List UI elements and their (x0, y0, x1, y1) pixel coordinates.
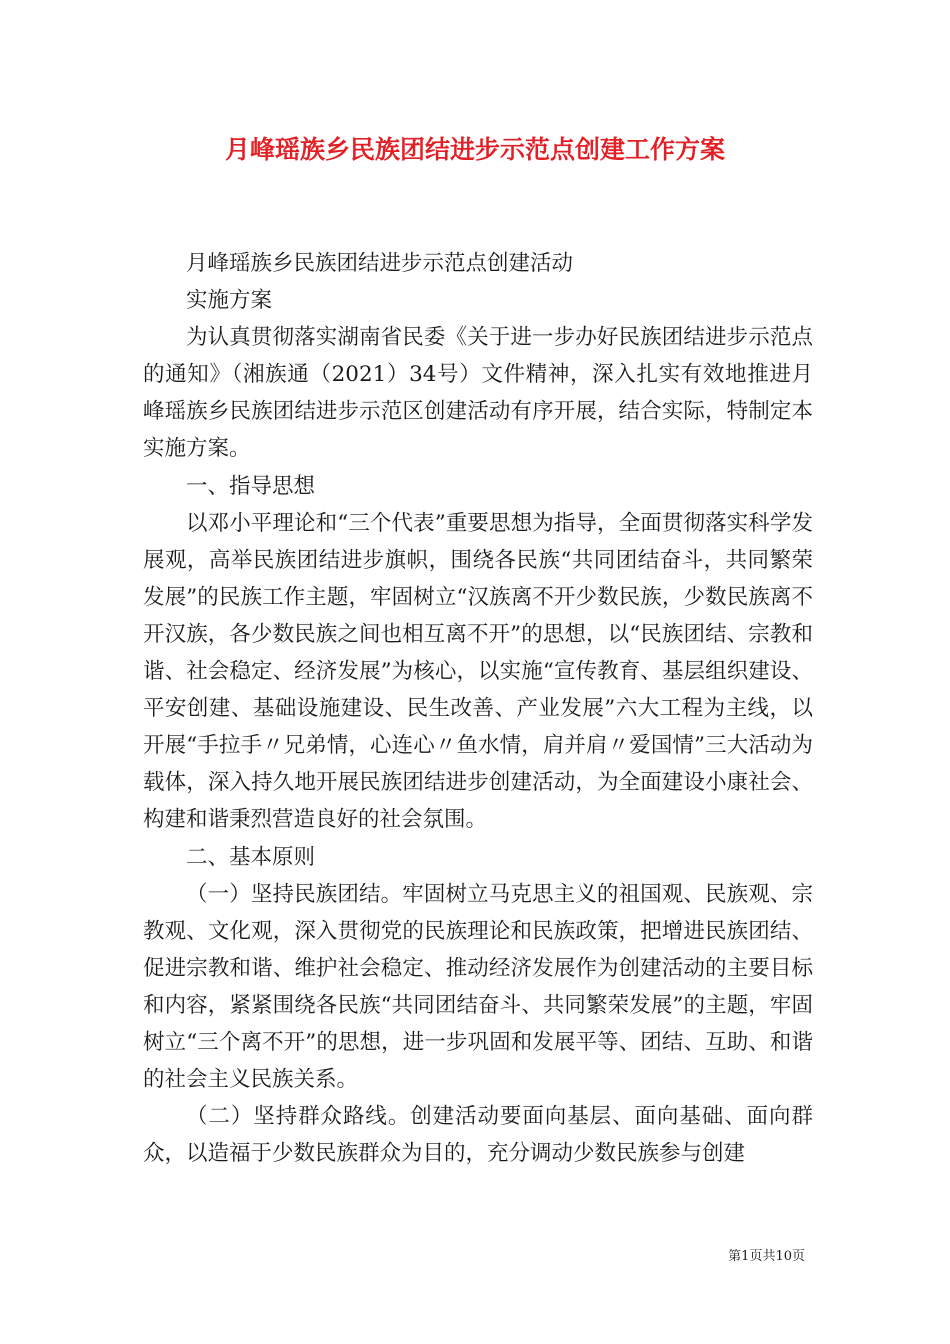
subtitle-line-1: 月峰瑶族乡民族团结进步示范点创建活动 (186, 251, 574, 276)
document-body (143, 245, 813, 1172)
guiding-thought-paragraph: 以邓小平理论和“三个代表”重要思想为指导，全面贯彻落实科学发展观，高举民族团结进步旗帜，围绕各民族“共同团结奋斗，共同繁荣发展”的民族工作主题，牢固树立“汉族离不开少数民族，少数民族离不开汉族，各少数民族之间也相互离不开”的思想，以“民族团结、宗教和谐、社会稳定、经济发展”为核心，以实施“宣传教育、基层组织建设、平安创建、基础设施建设、民生改善、产业发展”六大工程为主线，以开展“手拉手〃兄弟情，心连心〃鱼水情，肩并肩〃爱国情”三大活动为载体，深入持久地开展民族团结进步创建活动，为全面建设小康社会、构建和谐秉烈营造良好的社会氛围。 (143, 510, 813, 833)
intro-paragraph: 为认真贯彻落实湖南省民委《关于进一步办好民族团结进步示范点的通知》（湘族通（2021）34号）文件精神，深入扎实有效地推进月峰瑶族乡民族团结进步示范区创建活动有序开展，结合实际，特制定本实施方案。 (143, 325, 813, 462)
subtitle-line-2: 实施方案 (186, 288, 273, 314)
principle-1-paragraph: （一）坚持民族团结。牢固树立马克思主义的祖国观、民族观、宗教观、文化观，深入贯彻党的民族理论和民族政策，把增进民族团结、促进宗教和谐、维护社会稳定、推动经济发展作为创建活动的主要目标和内容，紧紧围绕各民族“共同团结奋斗、共同繁荣发展”的主题，牢固树立“三个离不开”的思想，进一步巩固和发展平等、团结、互助、和谐的社会主义民族关系。 (143, 881, 813, 1093)
document-title: 月峰瑶族乡民族团结进步示范点创建工作方案 (224, 135, 725, 164)
section-heading-basic-principles: 二、基本原则 (186, 844, 316, 870)
page-number-footer: 第1页共10页 (728, 1249, 805, 1264)
section-heading-guiding-thought: 一、指导思想 (186, 473, 316, 499)
principle-2-paragraph: （二）坚持群众路线。创建活动要面向基层、面向基础、面向群众，以造福于少数民族群众为目的，充分调动少数民族参与创建 (143, 1104, 813, 1167)
